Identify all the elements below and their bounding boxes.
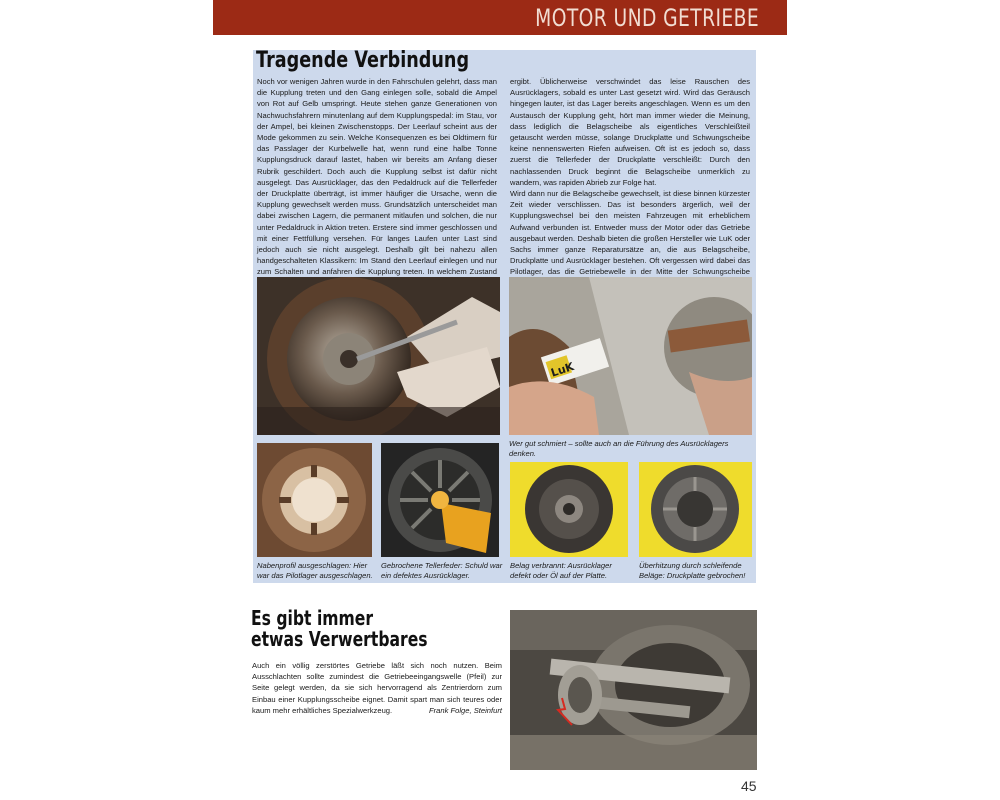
article-paragraph: Wird dann nur die Belagscheibe gewechselt, ist diese binnen kürzester Zeit wieder verschlissen. Das ist besonders ärgerlich, weil der Kupplungswechsel bei den meisten Fahrzeugen mit erheblichem Aufwand verbunden ist. Entweder muss der Motor oder das Getriebe ausgebaut werden. Deshalb bieten die großen Hersteller wie LuK oder Sachs immer ganze Reparatursätze an, die aus Belagscheibe, Druckplatte und Ausrücklager bestehen. Oft vergessen wird dabei das Pilotlager, das die Getriebewelle in der Mitte der Schwungscheibe [510,189,750,277]
caption-lining: Belag verbrannt: Ausrücklager defekt oder Öl auf der Platte. [510,561,612,580]
photo-burnt-lining [510,462,628,557]
article-title: Tragende Verbindung [256,48,470,73]
photo-pressure-plate [639,462,752,557]
tube-label: LuK [549,359,576,380]
page-number: 45 [741,778,757,794]
photo-diaphragm-spring [381,443,499,557]
article-column-1 [257,76,497,311]
section-header-bar [213,0,787,35]
sidebar-author: Frank Folge, Steinfurt [428,706,502,715]
caption-overheat: Überhitzung durch schleifende Beläge: Druckplatte gebrochen! [639,561,746,580]
photo-gearbox-shaft [510,610,757,770]
photo-hub-profile [257,443,372,557]
sidebar-body: Auch ein völlig zerstörtes Getriebe läßt sich noch nutzen. Beim Ausschlachten sollte zumindest die Getriebeeingangswelle (Pfeil) zur Seite gelegt werden, da sie sich hervorragend als Zentrierdorn zum Einbau einer Kupplungsscheibe eignet. Damit spart man sich teures oder kaum mehr erhältliches Spezialwerkzeug. [252,661,502,715]
photo-greasing [509,277,752,435]
article-paragraph: ergibt. Üblicherweise verschwindet das leise Rauschen des Ausrücklagers, sobald es unter Last gesetzt wird. Wird das Geräusch hingegen lauter, ist das Lager bereits angeschlagen. Wenn es um den Austausch der Kupplung geht, hört man immer wieder die Meinung, dass lediglich die Belagscheibe als eigentliches Verschleißteil getauscht werden müsse, solange Druckplatte und Schwungscheibe keine nennenswerten Riefen aufweisen. Oft ist es jedoch so, dass zuerst die Tellerfeder der Druckplatte verschleißt: Durch den nachlassenden Druck beginnt die Belagscheibe unmerklich zu wandern, was rapiden Abrieb zur Folge hat. [510,77,750,187]
article-column-2 [510,76,750,311]
sidebar-title-line-1: Es gibt immer [251,606,374,630]
sidebar-title [251,608,428,650]
caption-hub: Nabenprofil ausgeschlagen: Hier war das Pilotlager ausgeschlagen. [257,561,373,580]
caption-grease: Wer gut schmiert – sollte auch an die Führung des Ausrücklagers denken. [509,439,729,458]
photo-clutch-assembly [257,277,500,435]
article-paragraph: Noch vor wenigen Jahren wurde in den Fahrschulen gelehrt, dass man die Kupplung treten und den Gang einlegen solle, sobald die Ampel von Rot auf Gelb umspringt. Heute stehen ganze Generationen von Nachwuchsfahrern minutenlang auf dem Kupplungspedal: im Stau, vor der Ampel, bei kleinen Zwischenstopps. Der Leerlauf scheint aus der Mode gekommen zu sein. Welche Konsequenzen es bei Oldtimern für das Passlager der Kurbelwelle hat, wenn rund eine halbe Tonne Kupplungsdruck darauf lastet, haben wir bereits am Anfang dieser Rubrik geschildert. Doch auch die Kupplung selbst ist dafür nicht ausgelegt. Das Ausrücklager, das den Pedaldruck auf die Tellerfeder der Druckplatte überträgt, ist immer häufiger die Ursache, wenn die Kupplung gewechselt werden muss. Grundsätzlich unterscheidet man dabei zwischen Lagern, die permanent mitlaufen und solchen, die nur unter Pedaldruck in Aktion treten. Erstere sind immer geschlossen und mit einer Fettfüllung versehen. Für langes Laufen unter Last sind jedoch auch sie nicht ausgelegt. Deshalb gilt bei nahezu allen handgeschalteten Klassikern: Im Stand den Leerlauf einlegen und nur zum Schalten und anfahren die Kupplung treten. In welchem Zustand [257,77,497,277]
caption-spring: Gebrochene Tellerfeder: Schuld war ein defektes Ausrücklager. [381,561,503,580]
magazine-page [213,0,787,800]
sidebar-title-line-2: etwas Verwertbares [251,627,428,651]
section-label: MOTOR UND GETRIEBE [535,4,759,32]
